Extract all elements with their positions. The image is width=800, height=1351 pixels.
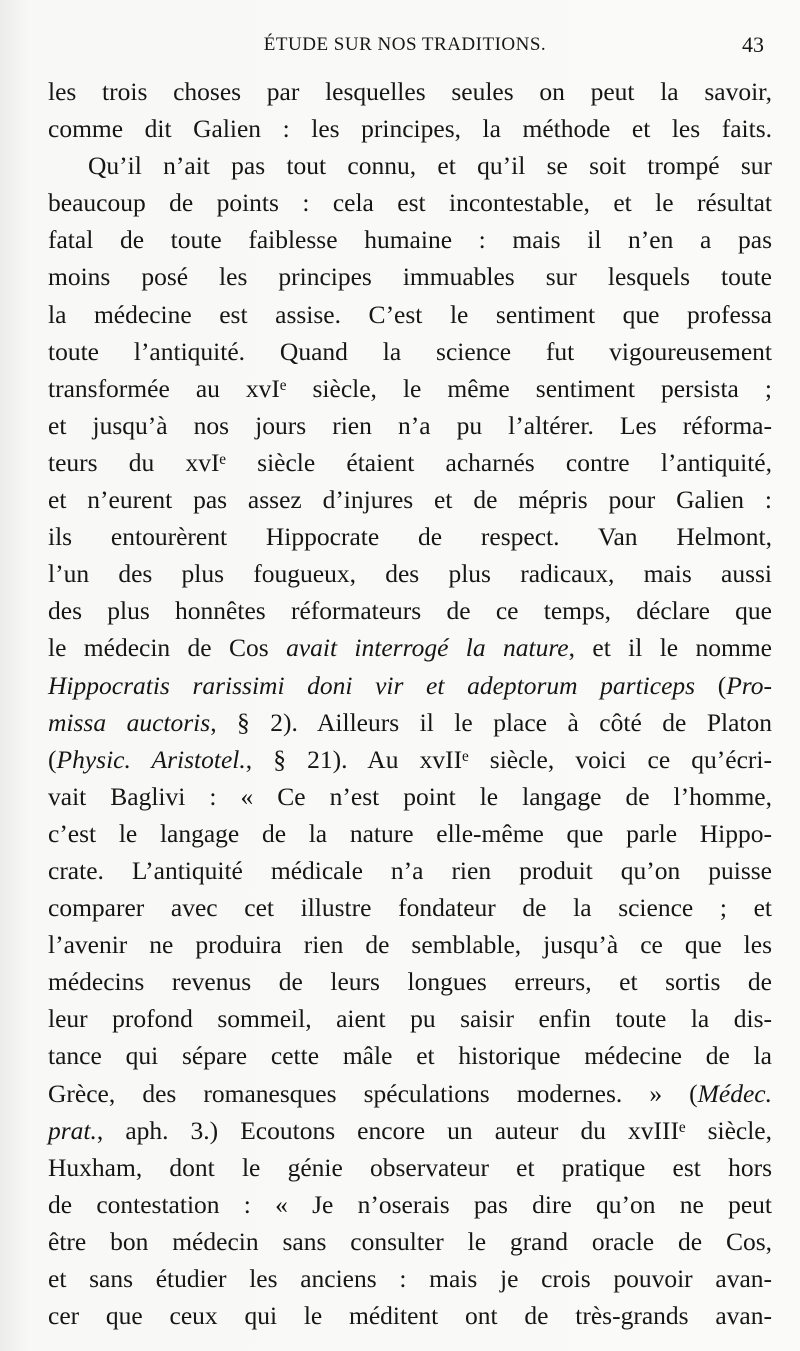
text-line: transformée au xvIᵉ siècle, le même sentiment persista ; [48,373,772,403]
text-line: Huxham, dont le génie observateur et pratique est hors [48,1152,772,1182]
text-line: toute l’antiquité. Quand la science fut vigoureusement [48,336,772,366]
text-line: des plus honnêtes réformateurs de ce temps, déclare que [48,596,772,626]
text-line: le médecin de Cos avait interrogé la nature, et il le nomme [48,633,772,663]
text-line: la médecine est assise. C’est le sentiment que professa [48,299,772,329]
text-line: l’avenir ne produira rien de semblable, jusqu’à ce que les [48,930,772,960]
text-line: teurs du xvIᵉ siècle étaient acharnés contre l’antiquité, [48,447,772,477]
text-line: et jusqu’à nos jours rien n’a pu l’altérer. Les réforma- [48,410,772,440]
text-line: c’est le langage de la nature elle-même que parle Hippo- [48,818,772,848]
running-title: ÉTUDE SUR NOS TRADITIONS. [263,34,547,55]
page-number: 43 [742,32,764,57]
text-line: Qu’il n’ait pas tout connu, et qu’il se soit trompé sur [88,151,772,181]
text-line: comme dit Galien : les principes, la méthode et les faits. [48,114,772,144]
body-text [48,73,772,1334]
text-line: beaucoup de points : cela est incontestable, et le résultat [48,188,772,218]
text-line: Hippocratis rarissimi doni vir et adeptorum particeps (Pro- [48,670,772,700]
text-line: l’un des plus fougueux, des plus radicaux, mais aussi [48,559,772,589]
text-line: fatal de toute faiblesse humaine : mais il n’en a pas [48,225,772,255]
text-line: les trois choses par lesquelles seules on peut la savoir, [48,77,772,106]
text-line: Grèce, des romanesques spéculations modernes. » (Médec. [48,1078,772,1108]
text-line: crate. L’antiquité médicale n’a rien produit qu’on puisse [48,855,772,885]
text-line: et sans étudier les anciens : mais je crois pouvoir avan- [48,1264,772,1293]
text-line: comparer avec cet illustre fondateur de la science ; et [48,893,772,923]
text-line: prat., aph. 3.) Ecoutons encore un auteur du xvIIIᵉ siècle, [48,1115,772,1145]
text-line: de contestation : « Je n’oserais pas dire qu’on ne peut [48,1189,772,1219]
text-line: (Physic. Aristotel., § 21). Au xvIIᵉ siècle, voici ce qu’écri- [48,744,772,774]
text-line: cer que ceux qui le méditent ont de très-grands avan- [48,1301,772,1331]
text-line: et n’eurent pas assez d’injures et de mépris pour Galien : [48,485,772,515]
text-line: leur profond sommeil, aient pu saisir enfin toute la dis- [48,1004,772,1034]
text-line: vait Baglivi : « Ce n’est point le langage de l’homme, [48,781,772,811]
text-line: moins posé les principes immuables sur lesquels toute [48,262,772,292]
text-line: être bon médecin sans consulter le grand oracle de Cos, [48,1226,772,1256]
text-line: tance qui sépare cette mâle et historique médecine de la [48,1041,772,1071]
page-header [46,30,764,64]
text-line: missa auctoris, § 2). Ailleurs il le place à côté de Platon [48,707,772,737]
text-line: médecins revenus de leurs longues erreurs, et sortis de [48,967,772,997]
text-line: ils entourèrent Hippocrate de respect. Van Helmont, [48,522,772,552]
